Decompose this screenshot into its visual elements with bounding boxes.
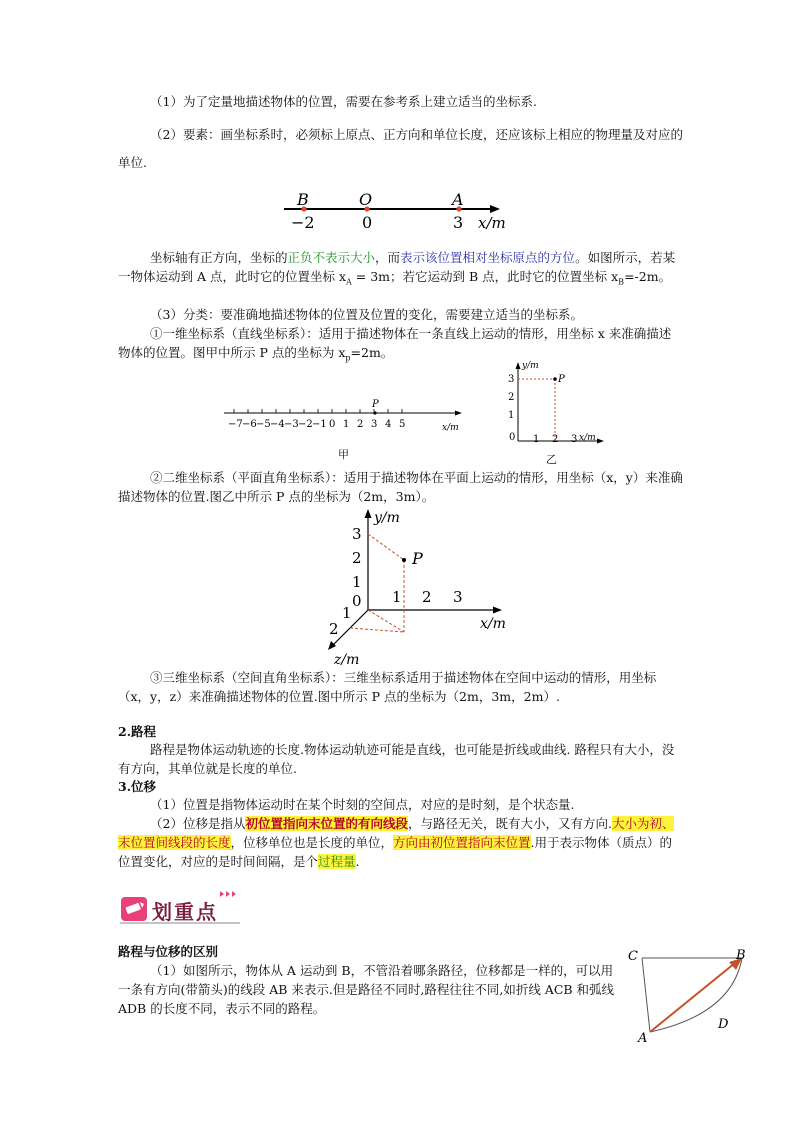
tick-label: −1 — [312, 419, 327, 430]
highlight-direction-rule: 方向由初位置指向末位置 — [393, 835, 531, 850]
distinction-text: （1）如图所示，物体从 A 运动到 B，不管沿着哪条路径，位移都是一样的，可以用一条有方向(带箭头)的线段 AB 来表示.但是路径不同时,路程往往不同,如折线 ACB 和弧线 ADB 的长度不同，表示不同的路程。 — [118, 963, 615, 1016]
figure-2d — [500, 358, 610, 450]
caption-yi: 乙 — [546, 453, 557, 466]
position-p6: ②二维坐标系（平面直角坐标系）：适用于描述物体在平面上运动的情形，用坐标（x，y）来准确描述物体的位置.图乙中所示 P 点的坐标为（2m，3m）。 — [118, 470, 683, 504]
svg-text:1: 1 — [392, 588, 402, 606]
axis-figure-boa — [280, 188, 520, 234]
point-p-3d: P — [412, 549, 423, 568]
key-point-banner — [118, 888, 242, 926]
label-c: C — [628, 949, 638, 964]
figure-1d-axis — [222, 395, 467, 435]
xlabel-3d: x/m — [480, 616, 506, 632]
label-d: D — [718, 1017, 729, 1032]
displacement-p1: （1）位置是指物体运动时在某个时刻的空间点，对应的是时刻，是个状态量. — [150, 797, 575, 812]
distinction-title: 路程与位移的区别 — [118, 944, 219, 959]
highlight-sign: 正负不表示大小 — [287, 250, 376, 265]
value-o: 0 — [362, 213, 373, 232]
tick-label: 0 — [329, 419, 336, 430]
label-b2: B — [736, 948, 746, 963]
position-p7: ③三维坐标系（空间直角坐标系）：三维坐标系适用于描述物体在空间中运动的情形，用坐标（x，y，z）来准确描述物体的位置.图中所示 P 点的坐标为（2m，3m，2m）. — [118, 670, 657, 704]
highlight-direction: 表示该位置相对坐标原点的方位 — [400, 250, 576, 265]
point-p-2d: P — [558, 374, 565, 385]
highlight-process-quantity: 过程量 — [318, 854, 356, 869]
tick-label: −5 — [256, 419, 271, 430]
tick-label: 3 — [371, 419, 378, 430]
tick-label: 5 — [399, 419, 406, 430]
svg-text:2: 2 — [329, 620, 339, 638]
value-b: −2 — [291, 213, 315, 232]
svg-text:2: 2 — [422, 588, 432, 606]
tick-label: 4 — [385, 419, 392, 430]
svg-text:3: 3 — [352, 525, 362, 543]
position-p3: 坐标轴有正方向，坐标的正负不表示大小，而表示该位置相对坐标原点的方位。如图所示，若某一物体运动到 A 点，此时它的位置坐标 $x_A = 3m$；若它运动到 B 点，此时它的位置坐标 $x_B=-2m$。 — [118, 250, 676, 287]
highlight-magnitude: 大小为初、末位置间线段的长度 — [118, 816, 675, 850]
unit-label: x/m — [478, 214, 506, 232]
value-a: 3 — [453, 213, 464, 232]
displacement-p2: （2）位移是指从初位置指向末位置的有向线段，与路径无关，既有大小，又有方向.大小为初、末位置间线段的长度，位移单位也是长度的单位，方向由初位置指向末位置.用于表示物体（质点）的位置变化，对应的是时间间隔，是个过程量. — [118, 816, 675, 869]
svg-text:0: 0 — [509, 432, 516, 443]
tick-label: 1 — [343, 419, 350, 430]
svg-text:3: 3 — [453, 588, 463, 606]
point-p-1d: P — [372, 399, 379, 410]
xlabel-2d: x/m — [579, 433, 596, 443]
svg-text:1: 1 — [533, 434, 540, 445]
zlabel-3d: z/m — [334, 652, 360, 668]
svg-text:1: 1 — [508, 410, 515, 421]
path-text: 路程是物体运动轨迹的长度.物体运动轨迹可能是直线，也可能是折线或曲线. 路程只有大小，没有方向，其单位就是长度的单位. — [118, 742, 675, 776]
label-a: A — [452, 190, 464, 209]
position-p2: （2）要素：画坐标系时，必须标上原点、正方向和单位长度，还应该标上相应的物理量及对应的单位. — [118, 127, 683, 170]
svg-text:3: 3 — [571, 434, 578, 445]
position-p4: （3）分类：要准确地描述物体的位置及位置的变化，需要建立适当的坐标系。 — [150, 307, 583, 322]
banner-label: 划重点 — [152, 900, 218, 924]
svg-text:2: 2 — [552, 434, 559, 445]
svg-text:1: 1 — [352, 573, 362, 591]
svg-text:0: 0 — [352, 592, 362, 610]
svg-text:3: 3 — [508, 374, 515, 385]
tick-label: −4 — [270, 419, 285, 430]
ylabel-2d: y/m — [522, 361, 539, 371]
position-p1: （1）为了定量地描述物体的位置，需要在参考系上建立适当的坐标系. — [150, 94, 537, 109]
tick-label: −6 — [242, 419, 257, 430]
label-b: B — [297, 190, 309, 209]
caption-jia: 甲 — [338, 448, 349, 461]
svg-text:2: 2 — [352, 549, 362, 567]
label-a2: A — [638, 1031, 648, 1046]
path-title: 2.路程 — [118, 724, 157, 739]
displacement-title: 3.位移 — [118, 779, 157, 794]
unit-1d: x/m — [442, 423, 459, 433]
highlight-directed-segment: 初位置指向末位置的有向线段 — [245, 816, 408, 831]
figure-3d — [322, 504, 522, 670]
figure-path-vs-displacement — [622, 944, 752, 1048]
tick-label: −7 — [228, 419, 243, 430]
tick-label: −3 — [284, 419, 299, 430]
svg-text:1: 1 — [342, 604, 352, 622]
ylabel-3d: y/m — [374, 510, 400, 526]
label-o: O — [359, 190, 373, 209]
position-p5: ①一维坐标系（直线坐标系）：适用于描述物体在一条直线上运动的情形，用坐标 x 来准确描述物体的位置。图甲中所示 P 点的坐标为 $x_p=2m$。 — [118, 326, 672, 363]
svg-text:2: 2 — [508, 392, 515, 403]
tick-label: 2 — [357, 419, 364, 430]
tick-label: −2 — [298, 419, 313, 430]
